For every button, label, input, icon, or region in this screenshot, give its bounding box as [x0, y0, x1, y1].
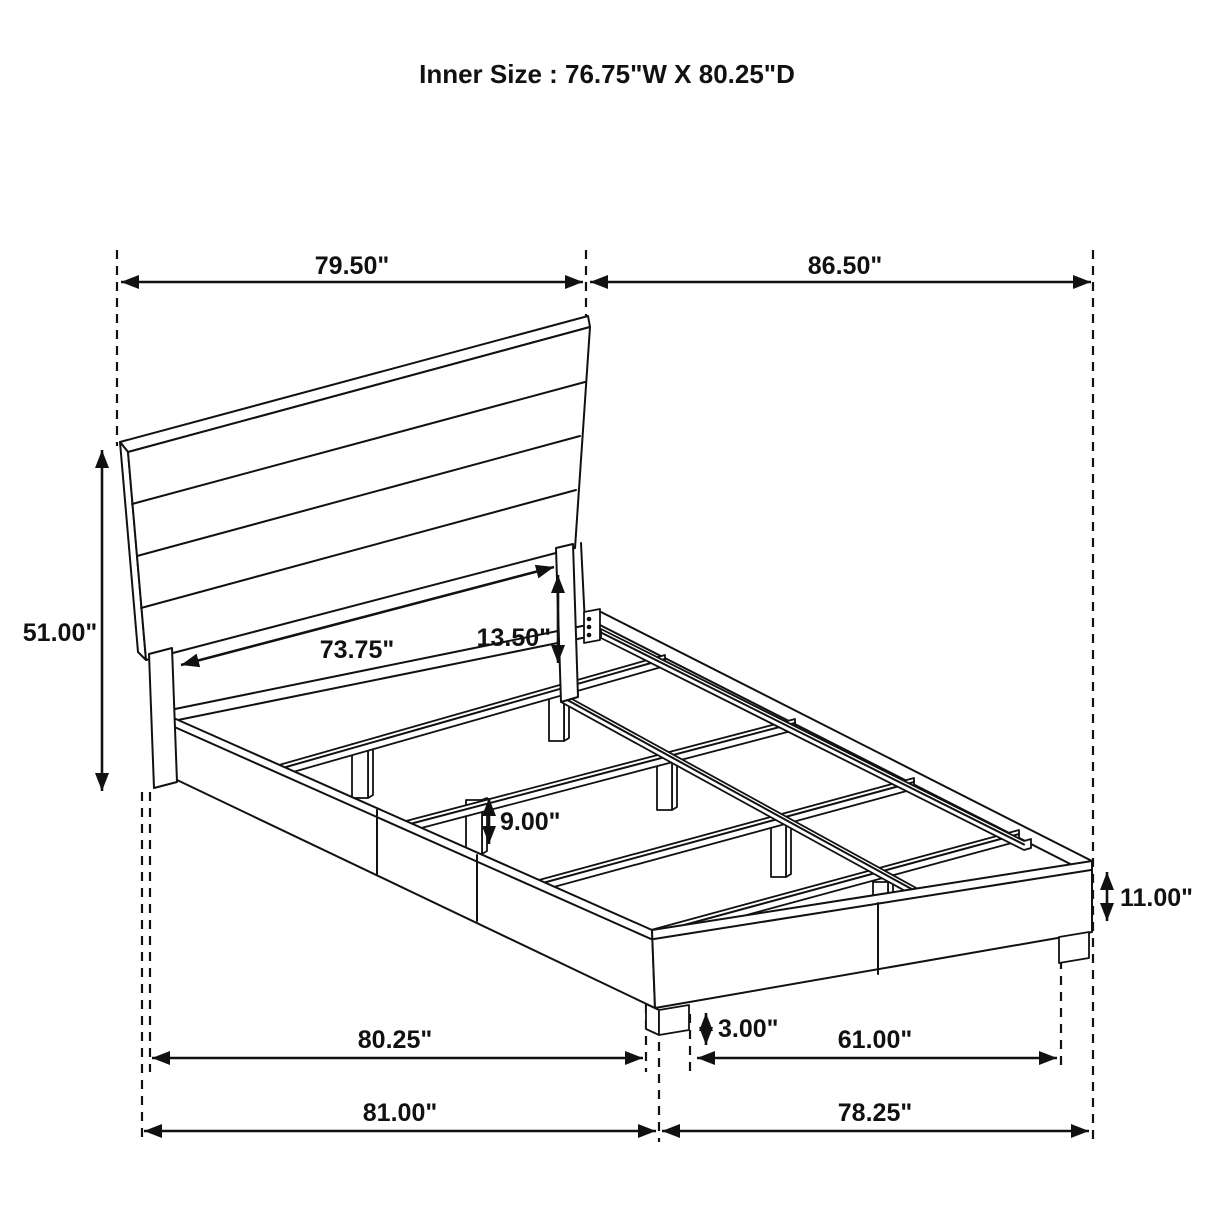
dimension-label-headboard-height: 51.00"	[22, 619, 98, 647]
headboard	[120, 316, 590, 660]
dimension-label-base-leg-height: 3.00"	[718, 1015, 779, 1043]
bracket-screw	[587, 617, 592, 622]
bracket-screw	[587, 633, 592, 638]
far-rail-outer-edge	[601, 612, 1092, 861]
slat-edge	[539, 782, 914, 884]
dimension-annotations	[23, 252, 1193, 1131]
dimension-label-frame-depth: 86.50"	[807, 252, 883, 280]
support-leg	[771, 824, 786, 877]
diagram-title: Inner Size : 76.75"W X 80.25"D	[419, 59, 795, 89]
dimension-label-inner-width: 73.75"	[319, 636, 395, 664]
slat	[279, 655, 665, 776]
dimension-label-frame-side-height: 11.00"	[1120, 884, 1194, 912]
bracket-screw	[587, 625, 592, 630]
dimension-label-headboard-gap: 13.50"	[476, 624, 551, 652]
slat-edge	[406, 723, 795, 825]
dimension-label-support-leg-height: 9.00"	[500, 808, 561, 836]
dimension-label-overall-depth: 81.00"	[362, 1099, 438, 1127]
dimension-label-headboard-width: 79.50"	[314, 252, 390, 280]
right-base-block	[1059, 932, 1089, 963]
headboard-left-leg	[149, 648, 177, 788]
bed-drawing	[120, 316, 1092, 1035]
front-base-block	[646, 1004, 659, 1035]
dimension-label-footboard-width: 78.25"	[837, 1099, 913, 1127]
side-rail-top-band	[161, 721, 651, 939]
rail-bracket	[584, 609, 600, 643]
side-rail-face	[154, 712, 655, 1008]
footboard-face	[652, 861, 1092, 1008]
extension-lines	[117, 250, 1093, 1142]
front-base-block-side	[659, 1005, 689, 1035]
dimension-label-platform-depth: 80.25"	[357, 1026, 433, 1054]
slat	[406, 719, 795, 832]
dimension-label-under-bed-clearance: 61.00"	[837, 1026, 913, 1054]
